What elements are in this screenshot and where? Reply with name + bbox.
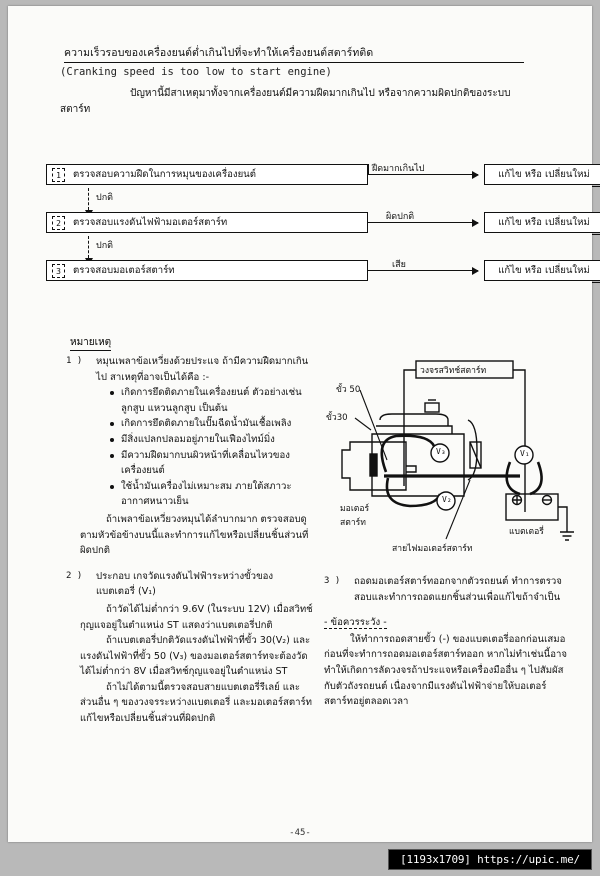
document-page [8, 6, 592, 842]
note-item-1-closing: ถ้าเพลาข้อเหวี่ยวงหมุนได้ลำบากมาก ตรวจสอบดูตามหัวข้อข้างบนนี้และทำการแก้ไขหรือเปลี่ยนชิ้นส่วนที่ผิดปกติ [80, 513, 309, 557]
flow-result-2-label: แก้ไข หรือ เปลี่ยนใหม่ [498, 217, 590, 228]
list-item: ใช้น้ำมันเครื่องไม่เหมาะสม ภายใต้สภาวะอากาศหนาวเย็น [110, 479, 314, 510]
starter-motor-label-line2: สตาร์ท [340, 518, 366, 528]
starter-motor-label-line1: มอเตอร์ [340, 504, 370, 514]
flow-arrow-fault-3 [368, 270, 478, 271]
note-item-2-text: ประกอบ เกจวัดแรงดันไฟฟ้าระหว่างขั้วของ แบตเตอรี่ (V₁) [96, 570, 274, 598]
list-item: เกิดการยึดติดภายในเครื่องยนต์ ตัวอย่างเช่น ลูกสูบ แหวนลูกสูบ เป็นต้น [110, 385, 314, 416]
flow-result-3-label: แก้ไข หรือ เปลี่ยนใหม่ [498, 265, 590, 276]
meter-v3-label: V₃ [436, 447, 446, 456]
terminal-30-label: ขั้ว30 [326, 413, 348, 423]
starter-circuit-diagram [324, 354, 574, 566]
note-item-3-text: ถอดมอเตอร์สตาร์ทออกจากตัวรถยนต์ ทำการตรวจสอบและทำการถอดแยกชิ้นส่วนเพื่อแก้ไขถ้าจำเป็น [354, 576, 562, 603]
flow-step-3 [46, 260, 368, 281]
intro-continuation: สตาร์ท [60, 104, 91, 115]
flow-fault-label-1: ฝืดมากเกินไป [372, 164, 425, 174]
battery-label: แบตเตอรี่ [509, 527, 544, 537]
flow-ok-arrow-2 [88, 236, 89, 258]
note-item-1-number: 1 ) [66, 356, 83, 366]
flow-ok-arrow-1 [88, 188, 89, 210]
starter-cable-label: สายไฟมอเตอร์สตาร์ท [392, 544, 473, 554]
flow-ok-label-1: ปกติ [96, 193, 114, 203]
flow-ok-label-2: ปกติ [96, 241, 114, 251]
notes-heading: หมายเหตุ [70, 335, 111, 351]
note-item-3 [324, 574, 568, 605]
flow-step-2 [46, 212, 368, 233]
flow-step-3-number: 3 [52, 264, 65, 278]
page-title: ความเร็วรอบของเครื่องยนต์ต่ำเกินไปที่จะทำให้เครื่องยนต์สตาร์ทติด [64, 44, 524, 63]
terminal-50-label: ขั้ว 50 [336, 385, 361, 395]
flow-fault-label-2: ผิดปกติ [386, 212, 415, 222]
meter-v1-label: V₁ [520, 449, 530, 458]
flow-step-1 [46, 164, 368, 185]
flow-step-2-number: 2 [52, 216, 65, 230]
note-item-2-para-1: ถ้าวัดได้ไม่ต่ำกว่า 9.6V (ในระบบ 12V) เมื่อสวิทช์กุญแจอยู่ในตำแหน่ง ST แสดงว่าแบตเตอรี่ปกติ [80, 603, 313, 631]
list-item: เกิดการยึดติดภายในปั๊มฉีดน้ำมันเชื้อเพลิง [110, 416, 314, 432]
note-item-1-bullets [96, 385, 314, 510]
flow-step-1-label: ตรวจสอบความฝืดในการหมุนของเครื่องยนต์ [73, 169, 256, 180]
list-item: มีสิ่งแปลกปลอมอยู่ภายในเฟืองไทม์มิ่ง [110, 432, 314, 448]
diagnostic-flowchart [46, 164, 590, 300]
note-item-2-para-2: ถ้าแบตเตอรี่ปกติวัดแรงดันไฟฟ้าที่ขั้ว 30(V₂) และแรงดันไฟฟ้าที่ขั้ว 50 (V₃) ของมอเตอร์สตาร์ทจะต้องวัดได้ไม่ต่ำกว่า 8V เมื่อสวิทช์กุญแจอยู่ในตำแหน่ง ST [80, 635, 311, 678]
warning-heading-text: - ข้อควรระวัง - [324, 617, 387, 629]
note-item-1 [66, 354, 314, 510]
flow-fault-label-3: เสีย [392, 260, 406, 270]
list-item: มีความฝืดมากบนผิวหน้าที่เคลื่อนไหวของเครื่องยนต์ [110, 448, 314, 479]
flow-result-1-label: แก้ไข หรือ เปลี่ยนใหม่ [498, 169, 590, 180]
flow-result-3 [484, 260, 600, 281]
meter-v2-label: V₂ [442, 495, 452, 504]
warning-heading [324, 615, 568, 631]
note-item-2 [66, 569, 314, 600]
note-item-3-number: 3 ) [324, 576, 341, 586]
note-item-2-number: 2 ) [66, 570, 83, 581]
credit-watermark: [1193x1709] https://upic.me/ [388, 849, 592, 870]
page-number: -45- [289, 828, 311, 838]
note-item-1-text: หมุนเพลาข้อเหวี่ยงด้วยประแจ ถ้ามีความฝืดมากเกินไป สาเหตุที่อาจเป็นได้คือ :- [96, 356, 309, 383]
switch-circuit-label: วงจรสวิทช์สตาร์ท [420, 366, 487, 376]
flow-result-2 [484, 212, 600, 233]
notes-right-column [324, 574, 568, 710]
flow-step-2-label: ตรวจสอบแรงดันไฟฟ้ามอเตอร์สตาร์ท [73, 217, 228, 228]
flow-step-3-label: ตรวจสอบมอเตอร์สตาร์ท [73, 265, 175, 276]
flow-arrow-fault-2 [368, 222, 478, 223]
intro-text: ปัญหานี้มีสาเหตุมาทั้งจากเครื่องยนต์มีความฝืดมากเกินไป หรือจากความผิดปกติของระบบ [130, 88, 511, 99]
flow-result-1 [484, 164, 600, 185]
intro-paragraph [60, 86, 540, 118]
notes-left-column [66, 354, 314, 727]
note-item-2-para-3: ถ้าไม่ได้ตามนี้ตรวจสอบสายแบตเตอรี่รีเลย์ และส่วนอื่น ๆ ของวงจรระหว่างแบตเตอรี่ และมอเตอร์สตาร์ท แก้ไขหรือเปลี่ยนชิ้นส่วนที่ผิดปกติ [80, 681, 312, 725]
flow-step-1-number: 1 [52, 168, 65, 182]
warning-text: ให้ทำการถอดสายขั้ว (-) ของแบตเตอรี่ออกก่อนเสมอ ก่อนที่จะทำการถอดมอเตอร์สตาร์ทออก หากไม่ทำเช่นนี้อาจทำให้เกิดการลัดวงจรถ้าประแจหรือเครื่องมืออื่น ๆ ไปสัมผัสกับตัวถังรถยนต์ เนื่องจากมีแรงดันไฟฟ้าจ่ายให้บอเตอร์สตาร์ทอยู่ตลอดเวลา [324, 633, 567, 708]
page-subtitle: (Cranking speed is too low to start engine) [60, 66, 332, 78]
